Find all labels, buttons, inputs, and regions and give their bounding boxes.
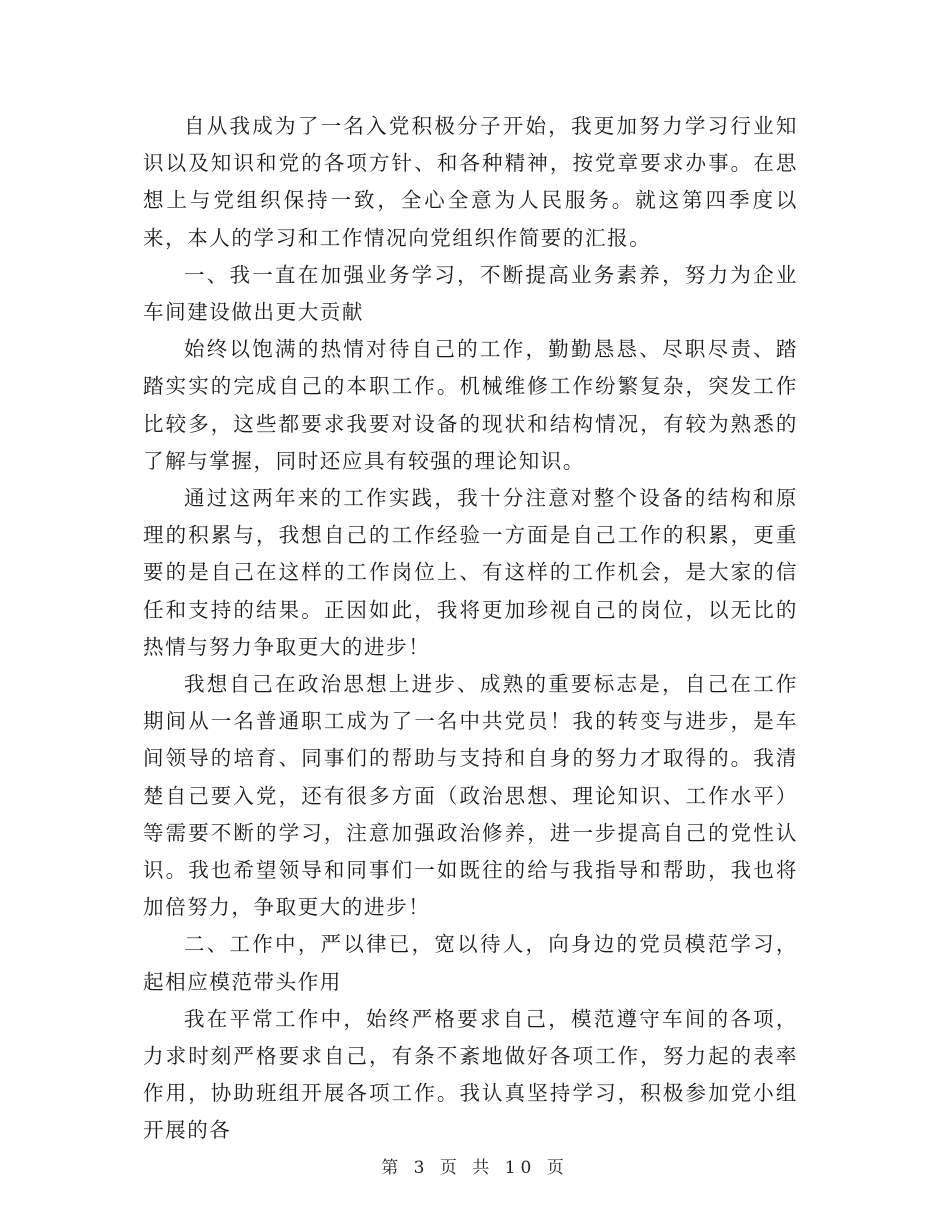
paragraph-work-practice: 通过这两年来的工作实践，我十分注意对整个设备的结构和原理的积累与，我想自己的工作经验一方面是自己工作的积累，更重要的是自己在这样的工作岗位上、有这样的工作机会，是大家的信任和支持的结果。正因如此，我将更加珍视自己的岗位，以无比的热情与努力争取更大的进步！ (143, 486, 798, 659)
section-heading-2: 二、工作中，严以律已，宽以待人，向身边的党员模范学习，起相应模范带头作用 (143, 932, 798, 994)
section-heading-1: 一、我一直在加强业务学习，不断提高业务素养，努力为企业车间建设做出更大贡献 (143, 262, 798, 325)
paragraph-daily-work: 我在平常工作中，始终严格要求自己，模范遵守车间的各项，力求时刻严格要求自己，有条不紊地做好各项工作，努力起的表率作用，协助班组开展各项工作。我认真坚持学习，积极参加党小组开展的各 (143, 1006, 798, 1143)
paragraph-work-attitude: 始终以饱满的热情对待自己的工作，勤勤恳恳、尽职尽责、踏踏实实的完成自己的本职工作。机械维修工作纷繁复杂，突发工作比较多，这些都要求我要对设备的现状和结构情况，有较为熟悉的了解与掌握，同时还应具有较强的理论知识。 (143, 337, 798, 473)
paragraph-political-progress: 我想自己在政治思想上进步、成熟的重要标志是，自己在工作期间从一名普通职工成为了一名中共党员！我的转变与进步，是车间领导的培育、同事们的帮助与支持和自身的努力才取得的。我清楚自己要入党，还有很多方面（政治思想、理论知识、工作水平）等需要不断的学习，注意加强政治修养，进一步提高自己的党性认识。我也希望领导和同事们一如既往的给与我指导和帮助，我也将加倍努力，争取更大的进步！ (143, 672, 798, 920)
page-number-footer: 第 3 页 共 10 页 (381, 1158, 569, 1178)
document-body (143, 108, 798, 1150)
paragraph-intro: 自从我成为了一名入党积极分子开始，我更加努力学习行业知识以及知识和党的各项方针、和各种精神，按党章要求办事。在思想上与党组织保持一致，全心全意为人民服务。就这第四季度以来，本人的学习和工作情况向党组织作简要的汇报。 (143, 114, 798, 250)
